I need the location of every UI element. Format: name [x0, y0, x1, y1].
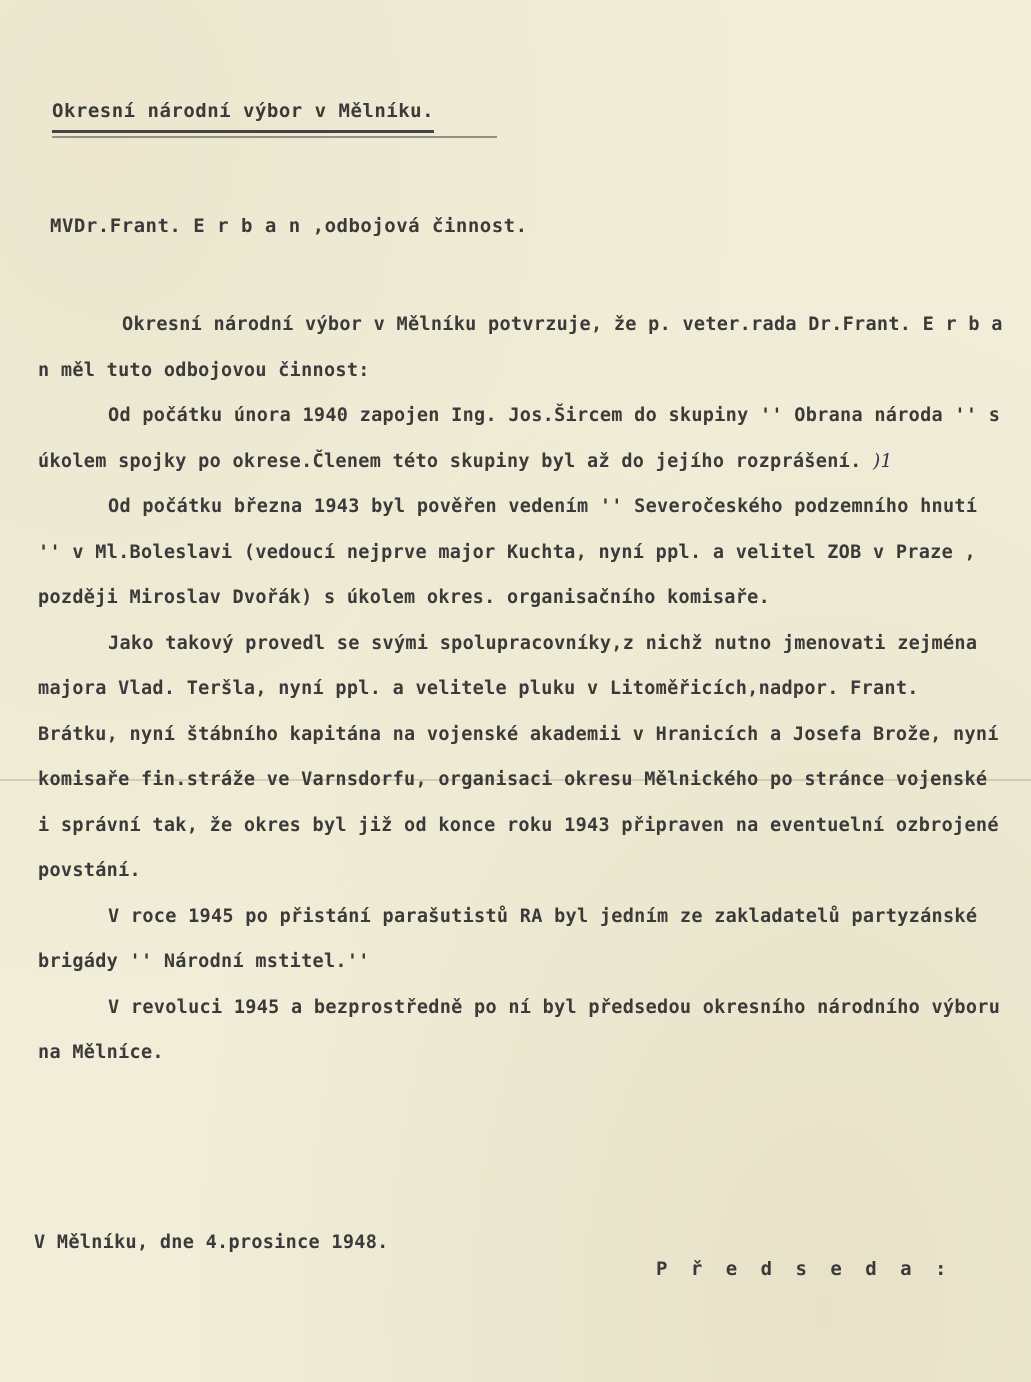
body-paragraph-partisans: V roce 1945 po přistání parašutistů RA byl jedním ze zakladatelů partyzánské brigády '' Národní mstitel.''	[38, 905, 978, 972]
body-paragraph-revolution: V revoluci 1945 a bezprostředně po ní byl předsedou okresního národního výboru na Mělníce.	[38, 996, 1001, 1063]
body-paragraph-1940	[38, 393, 1003, 484]
heading-underline	[52, 136, 497, 138]
body-paragraph-organisation: Jako takový provedl se svými spolupracovníky,z nichž nutno jmenovati zejména majora Vlad. Teršla, nyní ppl. a velitele pluku v Litoměřicích,nadpor. Frant. Brátku, nyní štábního kapitána na vojenské akademii v Hranicích a Josefa Brože, nyní komisaře fin.stráže ve Varnsdorfu, organisaci okresu Mělnického po stránce vojenské i správní tak, že okres byl již od konce roku 1943 připraven na eventuelní ozbrojené povstání.	[38, 632, 999, 881]
handwritten-mark: )1	[872, 450, 893, 472]
body-paragraph-1943: Od počátku března 1943 byl pověřen vedením '' Severočeského podzemního hnutí '' v Ml.Boleslavi (vedoucí nejprve major Kuchta, nyní ppl. a velitel ZOB v Praze , později Miroslav Dvořák) s úkolem okres. organisačního komisaře.	[38, 496, 978, 608]
signature-label: P ř e d s e d a :	[656, 1258, 953, 1280]
place-date: V Mělníku, dne 4.prosince 1948.	[34, 1232, 389, 1253]
body-paragraph-1940-text: Od počátku února 1940 zapojen Ing. Jos.Šircem do skupiny '' Obrana národa '' s úkolem spojky po okrese.Členem této skupiny byl až do jejího rozprášení.	[38, 405, 1001, 472]
subject-line: MVDr.Frant. E r b a n ,odbojová činnost.	[50, 215, 528, 237]
body-paragraph-confirmation: Okresní národní výbor v Mělníku potvrzuje, že p. veter.rada Dr.Frant. E r b a n měl tuto odbojovou činnost:	[38, 314, 1003, 381]
office-heading: Okresní národní výbor v Mělníku.	[52, 100, 434, 133]
document-body	[38, 302, 1003, 1076]
